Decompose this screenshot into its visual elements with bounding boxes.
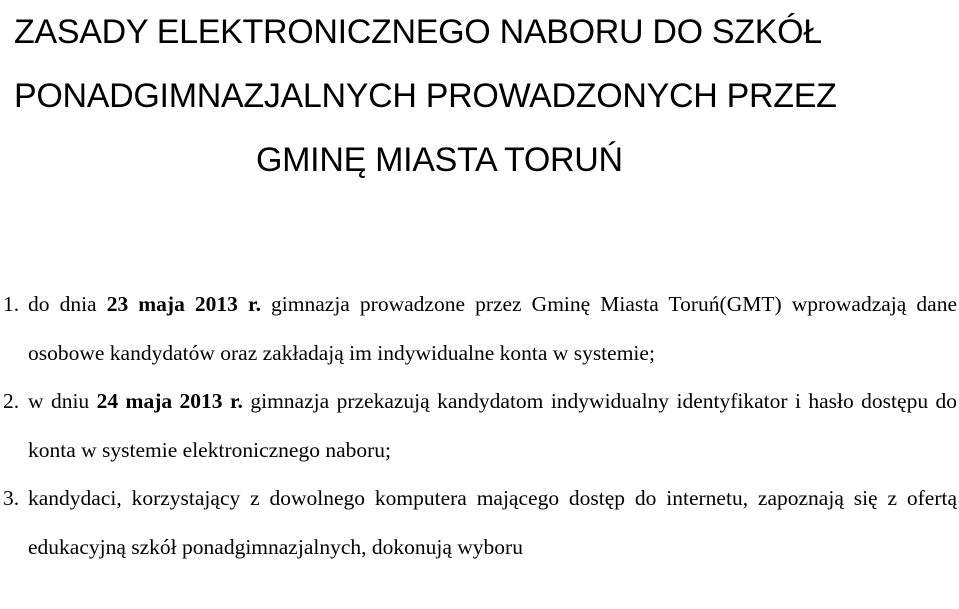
item-lead-text: w dniu	[28, 389, 97, 413]
list-item	[0, 474, 959, 571]
document-title	[0, 0, 959, 192]
list-item	[0, 280, 959, 377]
title-line-1: ZASADY ELEKTRONICZNEGO NABORU DO SZKÓŁ	[14, 13, 822, 51]
item-body-text: gimnazja prowadzone przez Gminę Miasta Toruń(GMT) wprowadzają dane osobowe kandydatów oraz zakładają im indywidualne konta w systemie;	[28, 292, 957, 365]
title-line-2: PONADGIMNAZJALNYCH PROWADZONYCH PRZEZ	[14, 77, 837, 115]
title-line-3: GMINĘ MIASTA TORUŃ	[256, 141, 623, 179]
item-body-text: gimnazja przekazują kandydatom indywidualny identyfikator i hasło dostępu do konta w systemie elektronicznego naboru;	[28, 389, 957, 462]
item-number: 1.	[3, 292, 20, 316]
list-item	[0, 377, 959, 474]
schedule-list	[0, 280, 959, 571]
item-date: 24 maja 2013 r.	[96, 389, 243, 413]
item-body-text: kandydaci, korzystający z dowolnego komputera mającego dostęp do internetu, zapoznają się z ofertą edukacyjną szkół ponadgimnazjalnych, dokonują wyboru	[28, 486, 957, 559]
item-lead-text: do dnia	[28, 292, 107, 316]
item-number: 2.	[3, 389, 20, 413]
item-number: 3.	[3, 486, 20, 510]
item-date: 23 maja 2013 r.	[106, 292, 261, 316]
